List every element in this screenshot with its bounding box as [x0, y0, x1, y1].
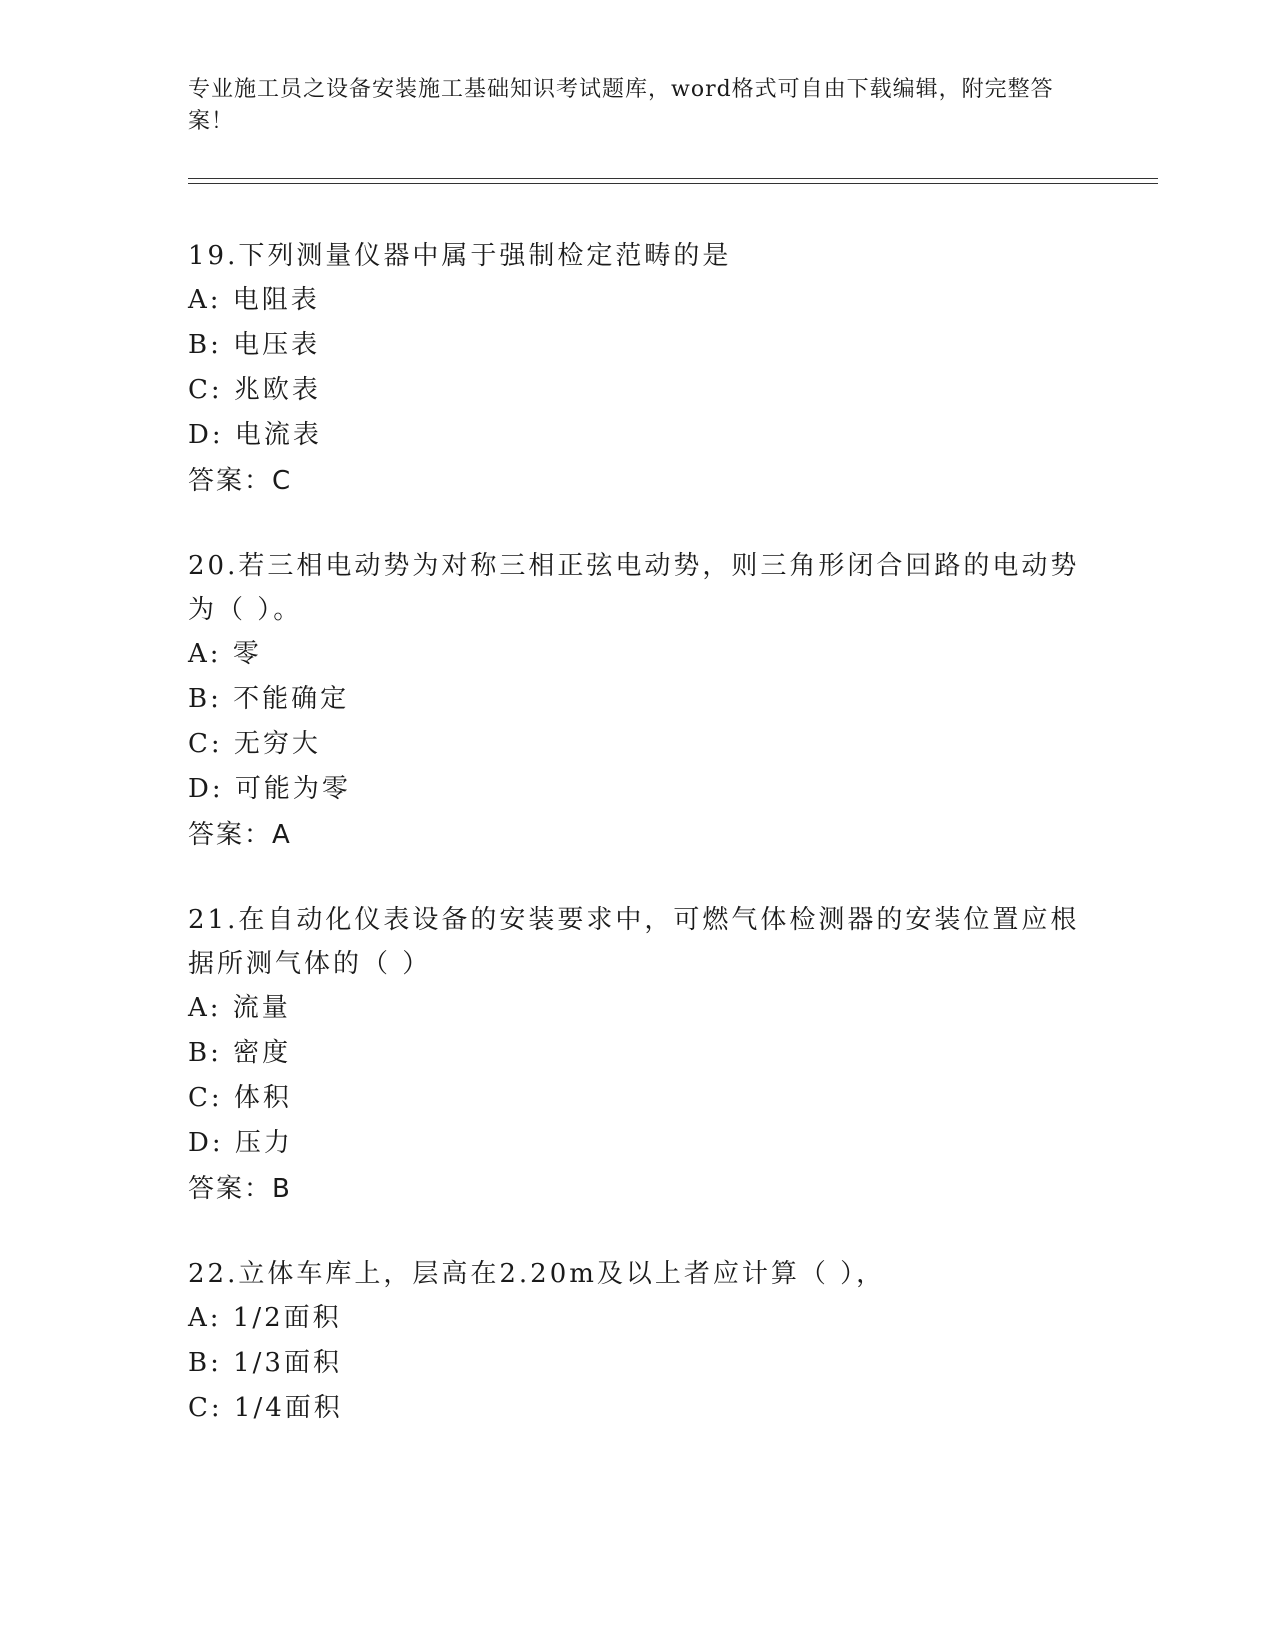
header-divider-bottom — [188, 183, 1158, 184]
question-19 — [188, 234, 1088, 504]
option-d: D: 压力 — [188, 1128, 293, 1158]
option-a: A: 电阻表 — [188, 285, 320, 315]
question-stem: 20.若三相电动势为对称三相正弦电动势，则三角形闭合回路的电动势为（ ）。 — [188, 551, 1080, 625]
option-c: C: 无穷大 — [188, 729, 321, 759]
question-21 — [188, 898, 1088, 1212]
option-b: B: 不能确定 — [188, 684, 350, 714]
option-b: B: 1/3面积 — [188, 1348, 342, 1378]
option-b: B: 电压表 — [188, 330, 321, 360]
answer-line: 答案：C — [188, 466, 293, 496]
answer-line: 答案：B — [188, 1174, 292, 1204]
option-a: A: 流量 — [188, 993, 291, 1023]
option-c: C: 兆欧表 — [188, 375, 321, 405]
option-a: A: 零 — [188, 639, 262, 669]
question-stem: 22.立体车库上，层高在2.20m及以上者应计算（ ）， — [188, 1259, 886, 1289]
document-header: 专业施工员之设备安装施工基础知识考试题库，word格式可自由下载编辑，附完整答案！ — [188, 77, 1054, 134]
question-20 — [188, 544, 1088, 858]
answer-line: 答案：A — [188, 820, 292, 850]
option-c: C: 1/4面积 — [188, 1393, 343, 1423]
question-22 — [188, 1252, 1088, 1431]
header-divider-top — [188, 178, 1158, 179]
option-b: B: 密度 — [188, 1038, 292, 1068]
option-d: D: 电流表 — [188, 420, 322, 450]
question-list — [188, 234, 1088, 1471]
question-stem: 21.在自动化仪表设备的安装要求中，可燃气体检测器的安装位置应根据所测气体的（ ） — [188, 905, 1080, 979]
option-c: C: 体积 — [188, 1083, 292, 1113]
option-a: A: 1/2面积 — [188, 1303, 342, 1333]
question-stem: 19.下列测量仪器中属于强制检定范畴的是 — [188, 241, 732, 271]
option-d: D: 可能为零 — [188, 774, 351, 804]
